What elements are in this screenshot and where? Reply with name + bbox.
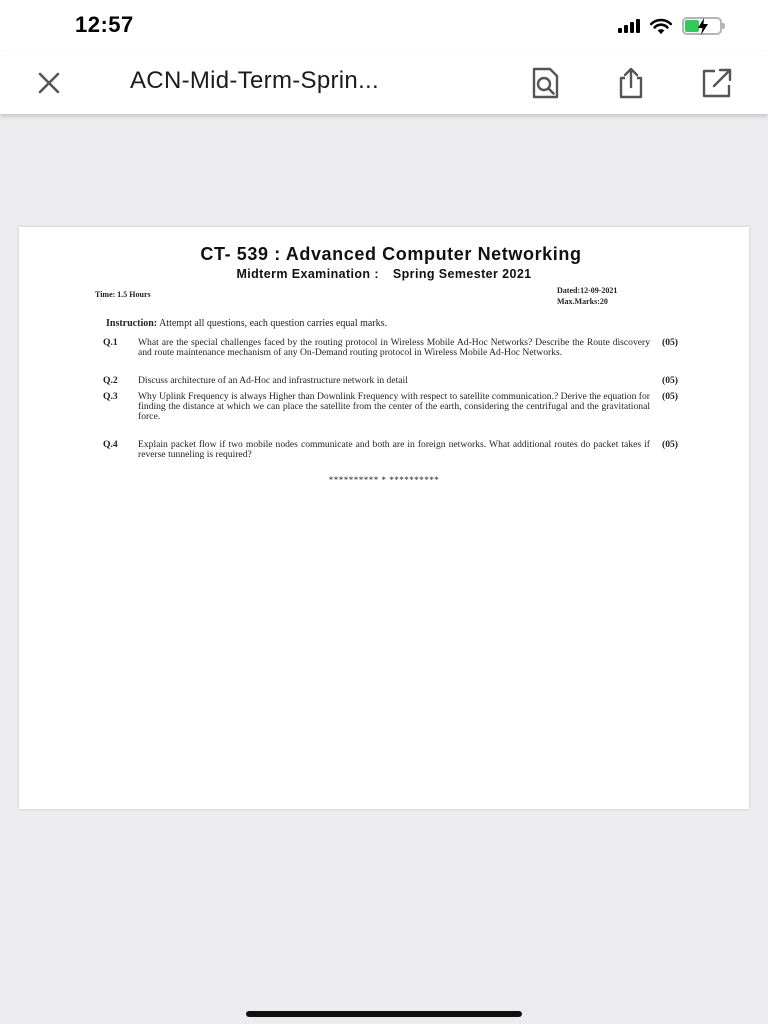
question-marks: (05) [662, 337, 678, 348]
question-text: Explain packet flow if two mobile nodes communicate and both are in foreign networks. What additional routes do packet takes if reverse tunneling is required? [138, 439, 650, 460]
instruction-label: Instruction: [106, 318, 158, 329]
question-marks: (05) [662, 391, 678, 402]
instruction [106, 318, 387, 329]
course-heading: CT- 539 : Advanced Computer Networking [200, 244, 582, 264]
exam-duration: Time: 1.5 Hours [95, 290, 151, 299]
question-number: Q.1 [103, 337, 118, 348]
question-marks: (05) [662, 375, 678, 386]
exam-meta [557, 285, 617, 307]
exam-date: Dated:12-09-2021 [557, 286, 618, 295]
battery-nub [722, 23, 725, 29]
question-text: Why Uplink Frequency is always Higher than Downlink Frequency with respect to satellite communication.? Derive the equation for finding the distance at which we can place the satellite from the center of the earth, considering the centrifugal and the gravitational force. [138, 391, 650, 422]
end-of-paper-marker: ********** * ********** [328, 475, 440, 485]
question-number: Q.3 [103, 391, 118, 402]
wifi-icon [649, 17, 673, 35]
max-marks: Max.Marks:20 [557, 297, 608, 306]
charging-bolt-icon [697, 18, 709, 35]
exam-title: Midterm Examination : [236, 267, 379, 281]
status-time: 12:57 [75, 12, 134, 37]
document-title: ACN-Mid-Term-Sprin... [130, 67, 379, 94]
question-text: Discuss architecture of an Ad-Hoc and infrastructure network in detail [138, 375, 408, 386]
viewer-toolbar [0, 52, 768, 114]
search-document-icon[interactable] [528, 66, 562, 100]
signal-icon [618, 19, 640, 33]
open-external-icon[interactable] [700, 66, 734, 100]
exam-subheading [19, 267, 749, 281]
status-icons [618, 16, 722, 36]
status-bar [0, 0, 768, 52]
battery-charging-icon [682, 17, 722, 35]
question-number: Q.4 [103, 439, 118, 450]
close-icon[interactable] [34, 68, 64, 98]
question-marks: (05) [662, 439, 678, 450]
question-number: Q.2 [103, 375, 118, 386]
question-text: What are the special challenges faced by the routing protocol in Wireless Mobile Ad-Hoc Networks? Describe the Route discovery and route maintenance mechanism of any On-Demand routing protocol in Wireless Mobile Ad-Hoc Networks. [138, 337, 650, 358]
semester-title: Spring Semester 2021 [392, 267, 532, 281]
home-indicator[interactable] [246, 1011, 522, 1017]
instruction-text: Attempt all questions, each question carries equal marks. [157, 318, 388, 329]
share-icon[interactable] [614, 66, 648, 100]
document-page[interactable] [19, 227, 749, 809]
